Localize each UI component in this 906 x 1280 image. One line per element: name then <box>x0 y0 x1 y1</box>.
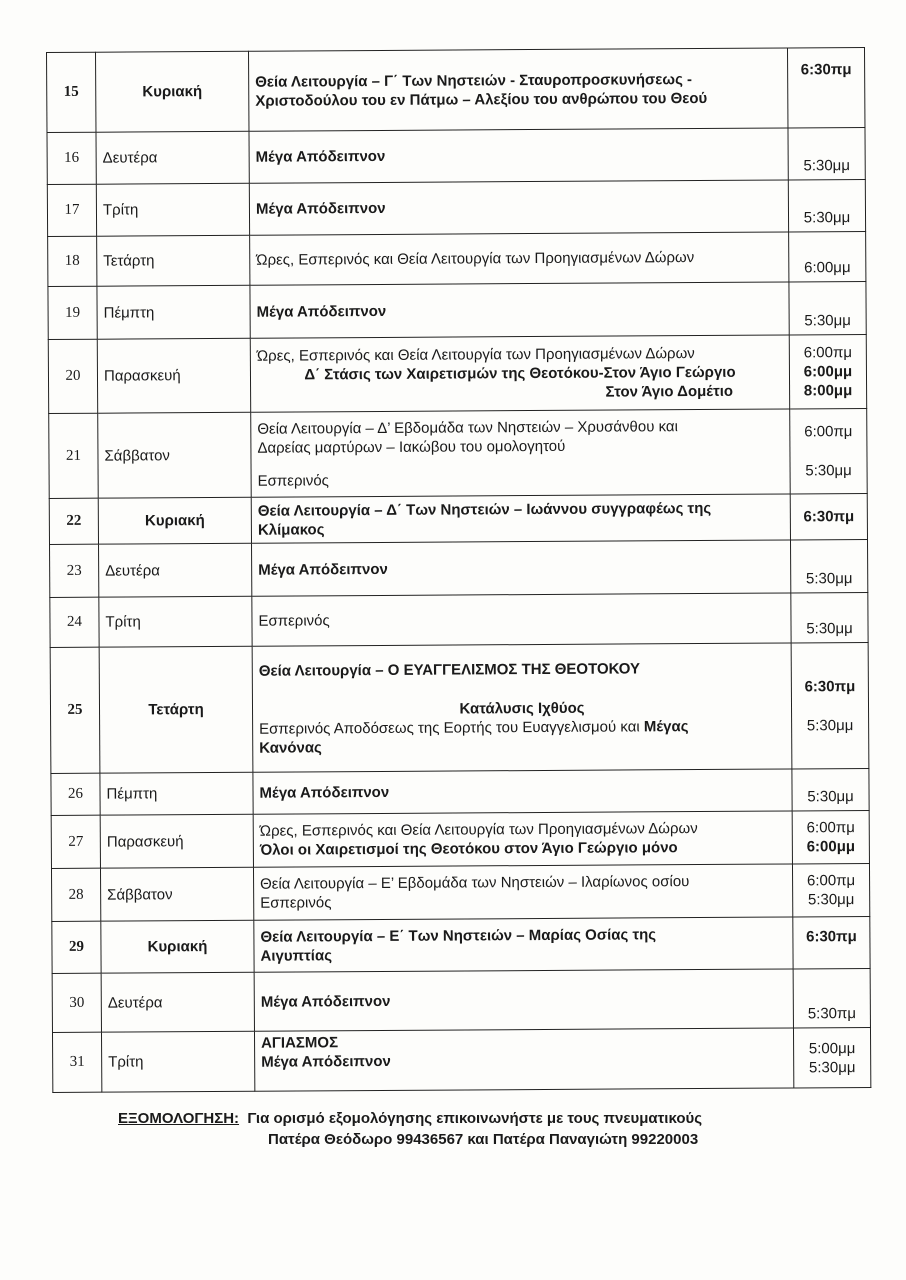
service-line: Αιγυπτίας <box>260 946 333 965</box>
time: 5:30πμ <box>807 1005 857 1023</box>
table-row <box>50 642 869 773</box>
confession-line <box>118 1110 702 1127</box>
day-number: 23 <box>50 544 99 597</box>
service-line: ΑΓΙΑΣΜΟΣ <box>261 1034 339 1052</box>
service-cell <box>250 282 789 338</box>
table-row <box>52 916 870 973</box>
service-line: Ώρες, Εσπερινός και Θεία Λειτουργία των Προηγιασμένων Δώρων <box>259 820 698 840</box>
time-cell <box>788 127 865 179</box>
table-row <box>51 768 869 815</box>
service-cell <box>249 128 788 183</box>
time: 6:00πμ <box>806 872 856 890</box>
day-number: 21 <box>49 413 99 498</box>
confession-note <box>118 1108 818 1150</box>
day-number: 30 <box>52 973 101 1032</box>
table-row <box>52 968 870 1032</box>
service-line: Ώρες, Εσπερινός και Θεία Λειτουργία των Προηγιασμένων Δώρων <box>256 345 695 365</box>
weekday: Παρασκευή <box>97 338 250 413</box>
time: 5:30μμ <box>807 891 855 909</box>
time-cell <box>790 539 867 592</box>
weekday: Τρίτη <box>99 596 252 647</box>
service-line: Στον Άγιο Δομέτιο <box>605 382 734 401</box>
service-line: Κανόνας <box>259 738 322 757</box>
table-row <box>51 810 869 868</box>
service-cell <box>252 540 791 596</box>
time: 6:00πμ <box>806 819 855 837</box>
service-line: Θεία Λειτουργία – Ο ΕΥΑΓΓΕΛΙΣΜΟΣ ΤΗΣ ΘΕΟΤΟΚΟΥ <box>258 659 641 680</box>
service-line: Μέγα Απόδειπνον <box>256 302 387 321</box>
service-cell <box>253 811 792 867</box>
time-cell <box>789 231 866 281</box>
time: 6:00μμ <box>804 259 851 277</box>
time: 6:00μμ <box>803 363 853 381</box>
time-cell <box>792 810 869 863</box>
table-row <box>52 1027 870 1092</box>
service-line: Εσπερινός Αποδόσεως της Εορτής του Ευαγγελισμού και Μέγας <box>259 717 689 738</box>
time-cell <box>791 642 869 768</box>
service-line: Κατάλυσις Ιχθύος <box>459 699 585 717</box>
weekday: Τετάρτη <box>97 235 250 286</box>
time: 5:30μμ <box>806 620 853 638</box>
service-line: Εσπερινός <box>258 612 330 630</box>
table-row <box>49 408 868 498</box>
service-cell <box>250 232 789 285</box>
service-line: Θεία Λειτουργία – Ε’ Εβδομάδα των Νηστειών – Ιλαρίωνος οσίου <box>260 873 690 893</box>
time-cell <box>789 281 866 334</box>
time-cell <box>790 493 867 539</box>
schedule-table <box>46 47 871 1093</box>
table-row <box>50 539 868 597</box>
service-cell <box>248 48 787 131</box>
service-line: Μέγα Απόδειπνον <box>255 199 386 218</box>
time: 6:00πμ <box>803 344 852 362</box>
service-cell <box>254 1028 793 1091</box>
time-cell <box>787 48 864 128</box>
service-line: Μέγα Απόδειπνον <box>255 147 386 166</box>
time: 6:00πμ <box>804 423 853 441</box>
table-row <box>51 863 869 921</box>
service-line: Δ΄ Στάσις των Χαιρετισμών της Θεοτόκου-Στον Άγιο Γεώργιο <box>304 363 736 384</box>
weekday: Σάββατον <box>98 412 252 498</box>
time: 6:00μμ <box>806 838 856 856</box>
day-number: 22 <box>49 498 98 544</box>
time-cell <box>788 179 865 231</box>
service-line: Όλοι οι Χαιρετισμοί της Θεοτόκου στον Άγιο Γεώργιο μόνο <box>259 839 678 859</box>
time: 6:30πμ <box>806 928 857 946</box>
service-cell <box>250 335 789 412</box>
weekday: Παρασκευή <box>100 814 253 868</box>
time: 5:30μμ <box>807 788 854 806</box>
weekday: Δευτέρα <box>96 131 249 184</box>
time: 5:30μμ <box>803 157 850 175</box>
day-number: 20 <box>48 339 97 413</box>
time: 5:30μμ <box>804 312 851 330</box>
service-line: Θεία Λειτουργία – Γ΄ Των Νηστειών - Σταυροπροσκυνήσεως - <box>255 70 693 91</box>
weekday: Τρίτη <box>101 1031 254 1092</box>
service-line: Χριστοδούλου του εν Πάτμω – Αλεξίου του ανθρώπου του Θεού <box>255 89 708 110</box>
weekday: Κυριακή <box>96 51 249 132</box>
table-row <box>48 231 866 286</box>
weekday: Τετάρτη <box>99 646 253 773</box>
table-row <box>49 493 867 544</box>
weekday: Τρίτη <box>96 183 249 236</box>
service-line: Μέγα Απόδειπνον <box>258 560 388 579</box>
weekday: Δευτέρα <box>99 543 252 597</box>
day-number: 28 <box>51 868 100 921</box>
time: 6:30πμ <box>803 508 855 526</box>
confession-text: Για ορισμό εξομολόγησης επικοινωνήστε με τους πνευματικούς <box>247 1110 703 1127</box>
time: 5:30μμ <box>805 570 853 588</box>
service-cell <box>252 593 791 646</box>
table-row <box>47 127 865 184</box>
service-cell <box>249 180 788 235</box>
table-row <box>47 48 865 133</box>
day-number: 19 <box>48 286 97 339</box>
confession-contacts: Πατέρα Θεόδωρο 99436567 και Πατέρα Παναγιώτη 99220003 <box>268 1131 699 1148</box>
weekday: Δευτέρα <box>101 972 254 1032</box>
service-line: Θεία Λειτουργία – Δ΄ Των Νηστειών – Ιωάννου συγγραφέως της <box>257 499 712 520</box>
day-number: 25 <box>50 647 100 773</box>
service-cell <box>252 643 792 772</box>
day-number: 31 <box>52 1032 101 1092</box>
day-number: 26 <box>51 773 100 815</box>
day-number: 24 <box>50 597 99 647</box>
time-cell <box>790 408 868 493</box>
time-cell <box>791 592 868 642</box>
time: 5:30μμ <box>808 1058 856 1076</box>
day-number: 29 <box>52 921 101 973</box>
weekday: Πέμπτη <box>100 772 253 815</box>
day-number: 17 <box>47 184 96 236</box>
service-cell <box>251 409 791 497</box>
time: 5:00μμ <box>808 1039 856 1057</box>
time: 6:30πμ <box>800 61 852 79</box>
service-line: Μέγα Απόδειπνον <box>261 1052 391 1071</box>
service-line: Εσπερινός <box>260 894 332 912</box>
service-line: Θεία Λειτουργία – Δ’ Εβδομάδα των Νηστειών – Χρυσάνθου και <box>257 417 678 438</box>
table-row <box>48 334 866 413</box>
table-row <box>47 179 865 236</box>
time: 8:00μμ <box>803 382 853 400</box>
weekday: Κυριακή <box>98 497 251 544</box>
day-number: 27 <box>51 815 100 868</box>
weekday: Σάββατον <box>100 867 253 921</box>
table-row <box>48 281 866 339</box>
day-number: 18 <box>48 236 97 286</box>
time-cell <box>789 334 866 408</box>
time-cell <box>792 863 869 916</box>
time-cell <box>793 916 870 968</box>
service-line: Δαρείας μαρτύρων – Ιακώβου του ομολογητού <box>257 437 566 457</box>
service-cell <box>253 864 792 920</box>
time: 5:30μμ <box>805 462 852 480</box>
service-line: Εσπερινός <box>257 471 329 490</box>
time: 6:30πμ <box>804 677 856 695</box>
time: 5:30μμ <box>806 716 854 734</box>
service-cell <box>253 769 792 814</box>
day-number: 15 <box>47 52 96 132</box>
day-number: 16 <box>47 132 96 184</box>
weekday: Πέμπτη <box>97 285 250 339</box>
service-line: Κλίμακος <box>257 520 325 539</box>
service-line: Μέγα Απόδειπνον <box>260 992 391 1011</box>
time-cell <box>792 768 869 810</box>
confession-label: ΕΞΟΜΟΛΟΓΗΣΗ: <box>118 1110 240 1127</box>
time-cell <box>793 1027 870 1087</box>
time: 5:30μμ <box>803 209 851 227</box>
table-row <box>50 592 868 647</box>
service-line: Μέγα Απόδειπνον <box>259 783 390 802</box>
service-cell <box>254 917 793 972</box>
service-line: Θεία Λειτουργία – Ε΄ Των Νηστειών – Μαρίας Οσίας της <box>260 925 657 946</box>
weekday: Κυριακή <box>101 920 254 973</box>
time-cell <box>793 968 870 1027</box>
service-cell <box>254 969 793 1031</box>
service-line: Ώρες, Εσπερινός και Θεία Λειτουργία των Προηγιασμένων Δώρων <box>256 249 695 269</box>
service-cell <box>251 494 790 543</box>
